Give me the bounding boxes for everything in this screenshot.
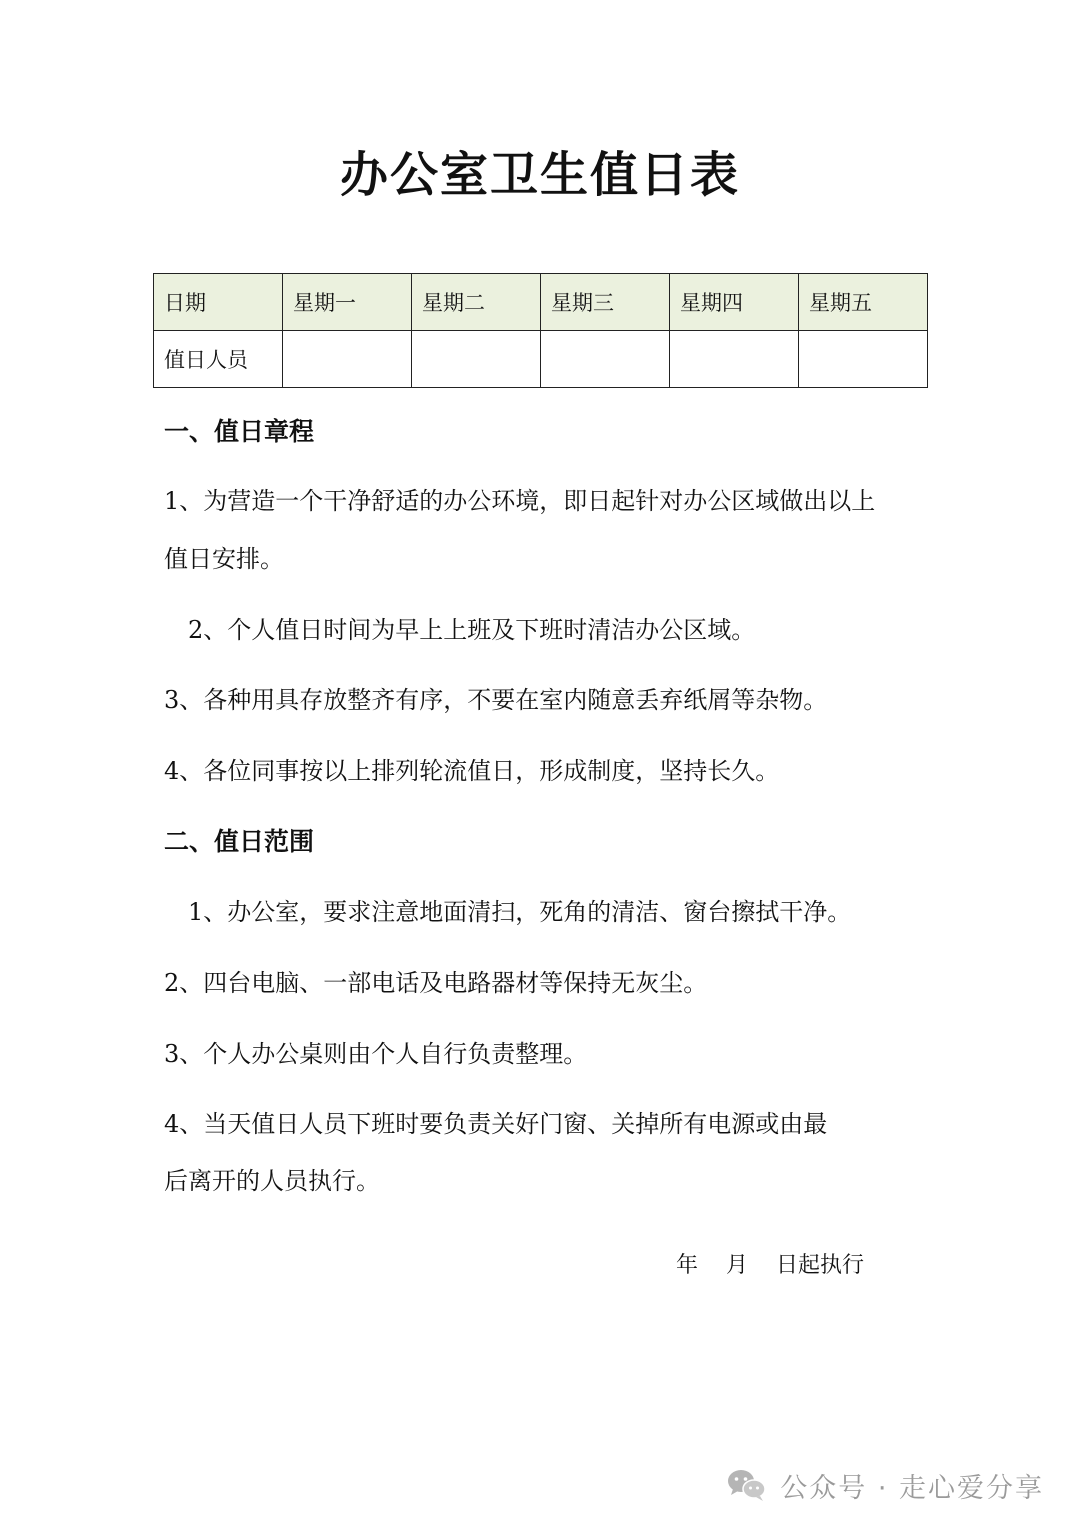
document-title: 办公室卫生值日表 (339, 147, 740, 203)
scope-item-4-line2: 后离开的人员执行。 (164, 1167, 380, 1195)
scope-item-1: 1、办公室，要求注意地面清扫，死角的清洁、窗台擦拭干净。 (188, 898, 852, 926)
duty-cell-tuesday (412, 331, 541, 388)
rule-item-1-line2: 值日安排。 (164, 545, 284, 573)
scope-item-2: 2、四台电脑、一部电话及电路器材等保持无灰尘。 (164, 969, 708, 997)
rule-item-4: 4、各位同事按以上排列轮流值日，形成制度，坚持长久。 (164, 757, 780, 785)
rule-item-3: 3、各种用具存放整齐有序，不要在室内随意丢弃纸屑等杂物。 (164, 686, 828, 714)
header-cell-thursday: 星期四 (670, 274, 799, 331)
duty-row-label: 值日人员 (154, 331, 283, 388)
header-cell-friday: 星期五 (799, 274, 928, 331)
watermark (726, 1463, 1044, 1507)
duty-cell-wednesday (541, 331, 670, 388)
scope-item-4-line1: 4、当天值日人员下班时要负责关好门窗、关掉所有电源或由最 (164, 1110, 828, 1138)
header-cell-monday: 星期一 (283, 274, 412, 331)
header-cell-wednesday: 星期三 (541, 274, 670, 331)
table-row (154, 331, 928, 388)
table-header-row (154, 274, 928, 331)
duty-cell-monday (283, 331, 412, 388)
watermark-text: 公众号 · 走心爱分享 (780, 1472, 1044, 1504)
signature-date-line: 年 月 日起执行 (676, 1253, 864, 1278)
duty-table (153, 273, 928, 388)
duty-cell-friday (799, 331, 928, 388)
header-cell-date: 日期 (154, 274, 283, 331)
duty-cell-thursday (670, 331, 799, 388)
section-heading-rules: 一、值日章程 (164, 417, 315, 446)
rule-item-1-line1: 1、为营造一个干净舒适的办公环境，即日起针对办公区域做出以上 (164, 487, 876, 515)
header-cell-tuesday: 星期二 (412, 274, 541, 331)
rule-item-2: 2、个人值日时间为早上上班及下班时清洁办公区域。 (188, 616, 756, 644)
wechat-icon (726, 1467, 768, 1503)
scope-item-3: 3、个人办公桌则由个人自行负责整理。 (164, 1040, 588, 1068)
section-heading-scope: 二、值日范围 (164, 827, 315, 856)
